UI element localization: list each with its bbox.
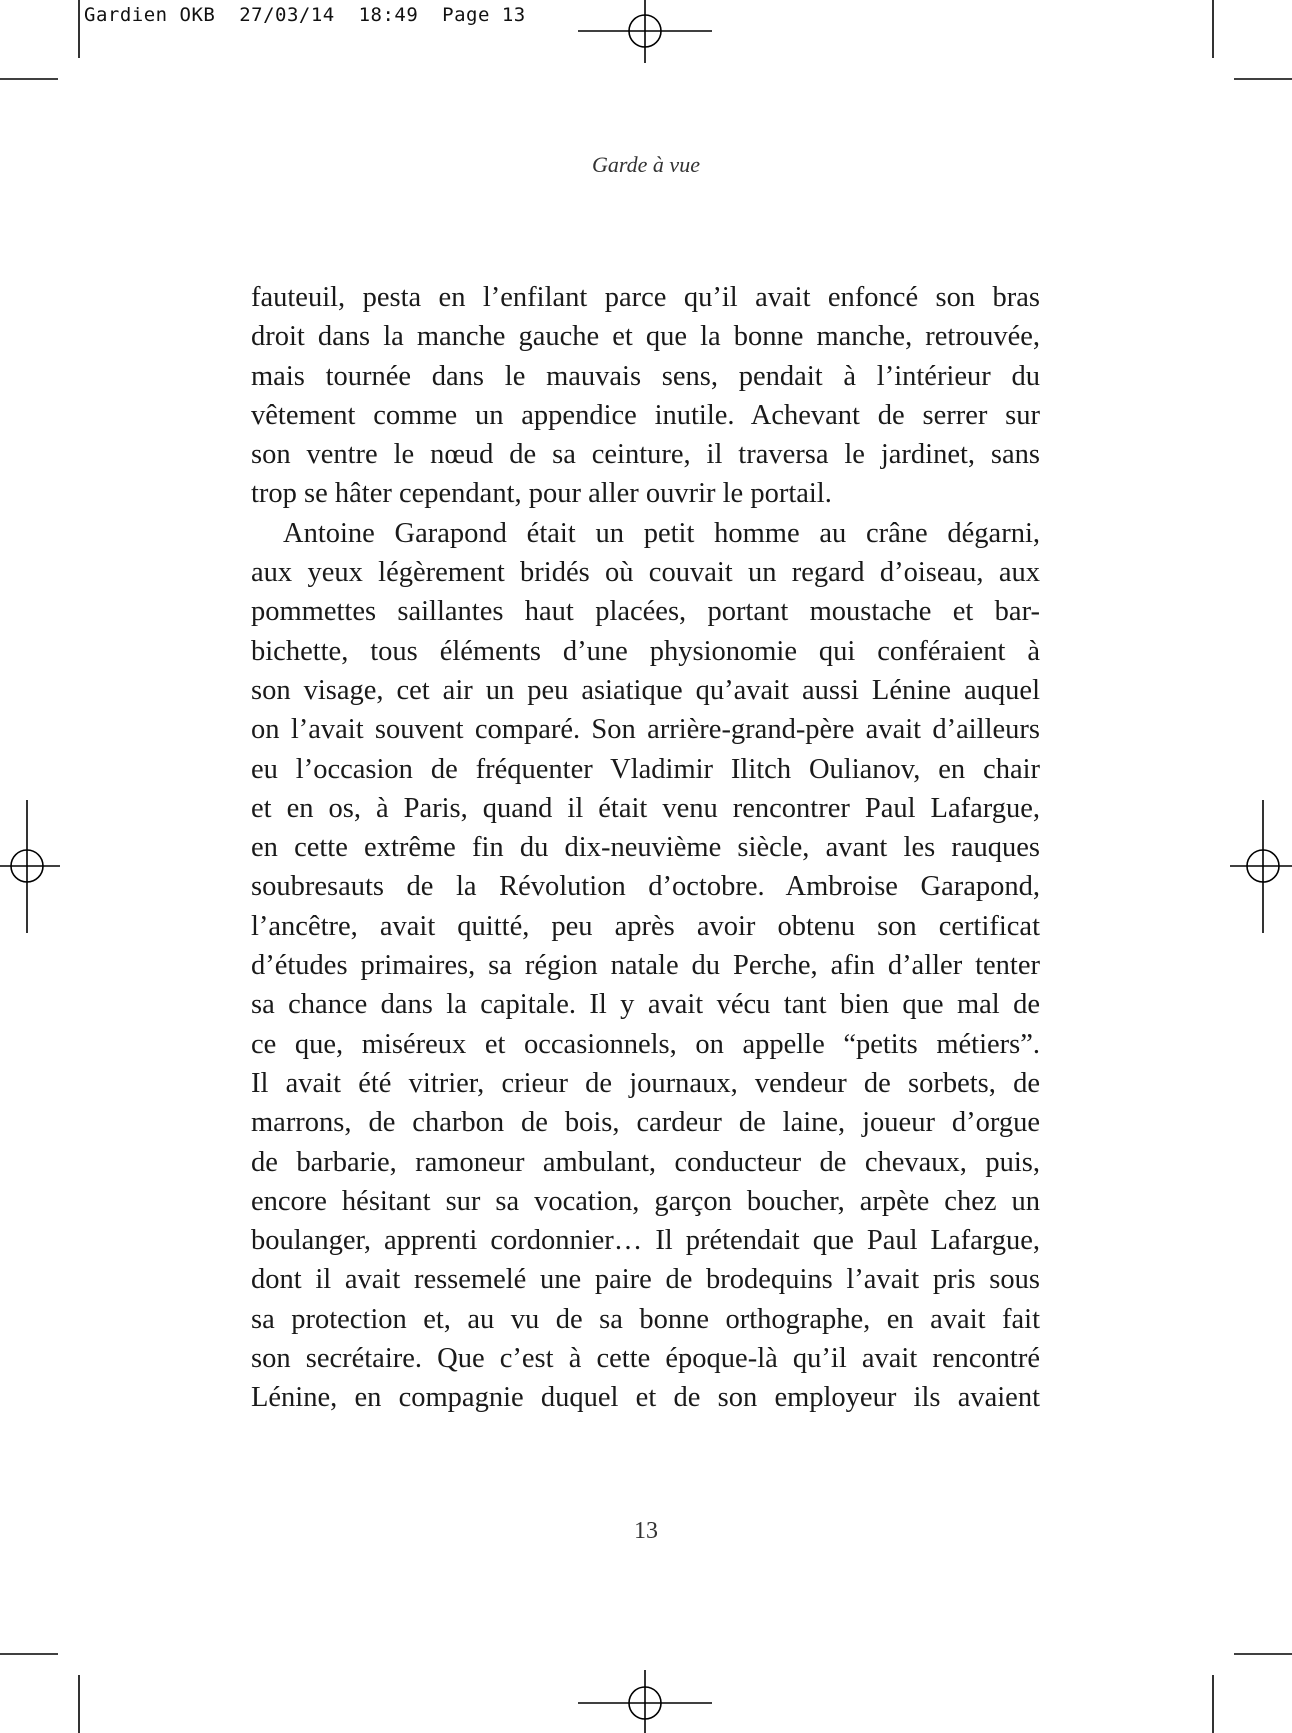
text-line: marrons, de charbon de bois, cardeur de laine, joueur d’orgue [251,1107,1040,1139]
text-line: d’études primaires, sa région natale du Perche, afin d’aller tenter [251,950,1040,982]
text-line: Il avait été vitrier, crieur de journaux, vendeur de sorbets, de [251,1067,1040,1099]
text-line: eu l’occasion de fréquenter Vladimir Ilitch Oulianov, en chair [251,753,1040,785]
text-line: aux yeux légèrement bridés où couvait un regard d’oiseau, aux [251,557,1040,589]
printer-slug: Gardien OKB 27/03/14 18:49 Page 13 [84,4,526,26]
paragraph-2 [251,514,1040,1418]
registration-mark-right [1230,800,1292,933]
text-line: vêtement comme un appendice inutile. Achevant de serrer sur [251,399,1040,431]
text-line: Antoine Garapond était un petit homme au crâne dégarni, [283,517,1040,549]
registration-mark-top [578,0,712,63]
text-line: ce que, miséreux et occasionnels, on appelle “petits métiers”. [251,1028,1040,1060]
text-line: encore hésitant sur sa vocation, garçon boucher, arpète chez un [251,1185,1040,1217]
running-head: Garde à vue [592,152,700,177]
page-number: 13 [634,1518,658,1544]
text-line: pommettes saillantes haut placées, portant moustache et bar- [251,596,1040,628]
text-line: boulanger, apprenti cordonnier… Il prétendait que Paul Lafargue, [251,1225,1040,1257]
text-line: soubresauts de la Révolution d’octobre. Ambroise Garapond, [251,871,1040,903]
text-line: et en os, à Paris, quand il était venu rencontrer Paul Lafargue, [251,792,1040,824]
registration-mark-bottom [578,1670,712,1733]
text-line: sa chance dans la capitale. Il y avait vécu tant bien que mal de [251,989,1040,1021]
text-line: de barbarie, ramoneur ambulant, conducteur de chevaux, puis, [251,1146,1040,1178]
text-line: sa protection et, au vu de sa bonne orthographe, en avait fait [251,1303,1040,1335]
text-line: bichette, tous éléments d’une physionomie qui conféraient à [251,635,1040,667]
text-line: mais tournée dans le mauvais sens, pendait à l’intérieur du [251,360,1040,392]
text-line: fauteuil, pesta en l’enfilant parce qu’il avait enfoncé son bras [251,282,1040,313]
text-line: Lénine, en compagnie duquel et de son employeur ils avaient [251,1382,1040,1414]
paragraph-1 [251,278,1040,514]
text-line: on l’avait souvent comparé. Son arrière-grand-père avait d’ailleurs [251,714,1040,746]
text-line: en cette extrême fin du dix-neuvième siècle, avant les rauques [251,832,1040,864]
text-line: droit dans la manche gauche et que la bonne manche, retrouvée, [251,321,1040,353]
text-line: dont il avait ressemelé une paire de brodequins l’avait pris sous [251,1264,1040,1296]
text-line: trop se hâter cependant, pour aller ouvrir le portail. [251,478,832,510]
text-line: son ventre le nœud de sa ceinture, il traversa le jardinet, sans [251,439,1040,471]
registration-mark-left [0,800,60,933]
text-line: son visage, cet air un peu asiatique qu’avait aussi Lénine auquel [251,674,1040,706]
text-line: son secrétaire. Que c’est à cette époque-là qu’il avait rencontré [251,1343,1040,1375]
text-line: l’ancêtre, avait quitté, peu après avoir obtenu son certificat [251,910,1040,942]
body-text [251,278,1040,1418]
